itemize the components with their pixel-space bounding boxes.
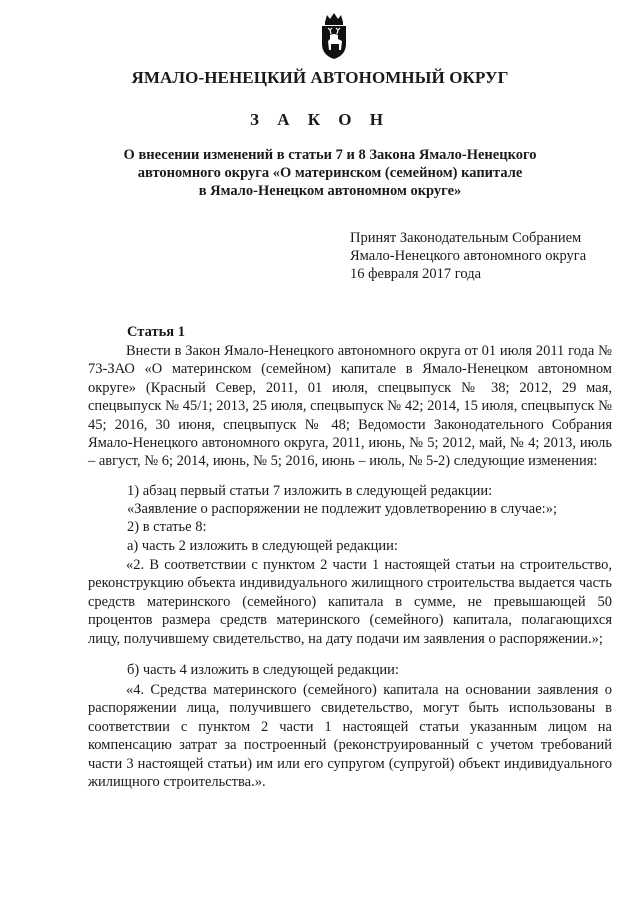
item-2b: б) часть 4 изложить в следующей редакции: [127, 662, 399, 678]
article-intro-block [88, 342, 612, 471]
adoption-line: Ямало-Ненецкого автономного округа [350, 248, 587, 264]
article-intro: Внести в Закон Ямало-Ненецкого автономного округа от 01 июля 2011 года № 73-ЗАО «О материнском (семейном) капитале в Ямало-Ненецком автономном округе» (Красный Север, 2011, 01 июля, спецвыпуск № 38; 2012, 29 мая, спецвыпуск № 45/1; 2013, 25 июля, спецвыпуск № 42; 2014, 15 июля, спецвыпуск № 45; 2016, 30 июня, спецвыпуск № 48; Ведомости Законодательного Собрания Ямало-Ненецкого автономного округа, 2011, июнь, № 5; 2012, май, № 4; 2013, июль – август, № 6; 2014, июнь, № 5; 2016, июнь – июль, № 5-2) следующие изменения: [88, 343, 612, 470]
law-title-line: автономного округа «О материнском (семейном) капитале [137, 165, 523, 181]
item-1-text: «Заявление о распоряжении не подлежит удовлетворению в случае:»; [127, 501, 557, 517]
item-2a-block [88, 556, 612, 648]
region-name: ЯМАЛО-НЕНЕЦКИЙ АВТОНОМНЫЙ ОКРУГ [131, 68, 509, 87]
adoption-note [350, 229, 586, 283]
coat-of-arms-icon [316, 12, 352, 60]
adoption-date: 16 февраля 2017 года [350, 266, 482, 282]
document-type: З А К О Н [249, 110, 391, 129]
item-2a: а) часть 2 изложить в следующей редакции: [127, 538, 398, 554]
law-title-line: в Ямало-Ненецком автономном округе» [198, 183, 462, 199]
article-heading: Статья 1 [127, 324, 185, 340]
item-2: 2) в статье 8: [127, 519, 207, 535]
item-2b-text: «4. Средства материнского (семейного) капитала на основании заявления о распоряжении лица, получившего свидетельство, могут быть использованы в соответствии с пунктом 2 части 1 настоящей статьи указанным лицом на компенсацию затрат за построенный (реконструированный с учетом требований части 3 настоящей статьи) им или его супругом (супругой) объект индивидуального жилищного строительства.». [88, 682, 612, 791]
law-title [80, 146, 580, 200]
item-2b-block [88, 681, 612, 791]
item-2a-text: «2. В соответствии с пунктом 2 части 1 настоящей статьи на строительство, реконструкцию объекта индивидуального жилищного строительства выдается часть средств материнского (семейного) капитала в сумме, не превышающей 50 процентов размера средств материнского (семейного) капитала, полагающихся лицу, получившему свидетельство, на дату подачи им заявления о распоряжении.»; [88, 557, 612, 647]
item-1: 1) абзац первый статьи 7 изложить в следующей редакции: [127, 483, 493, 499]
law-title-line: О внесении изменений в статьи 7 и 8 Закона Ямало-Ненецкого [123, 147, 537, 163]
adoption-line: Принят Законодательным Собранием [350, 230, 582, 246]
